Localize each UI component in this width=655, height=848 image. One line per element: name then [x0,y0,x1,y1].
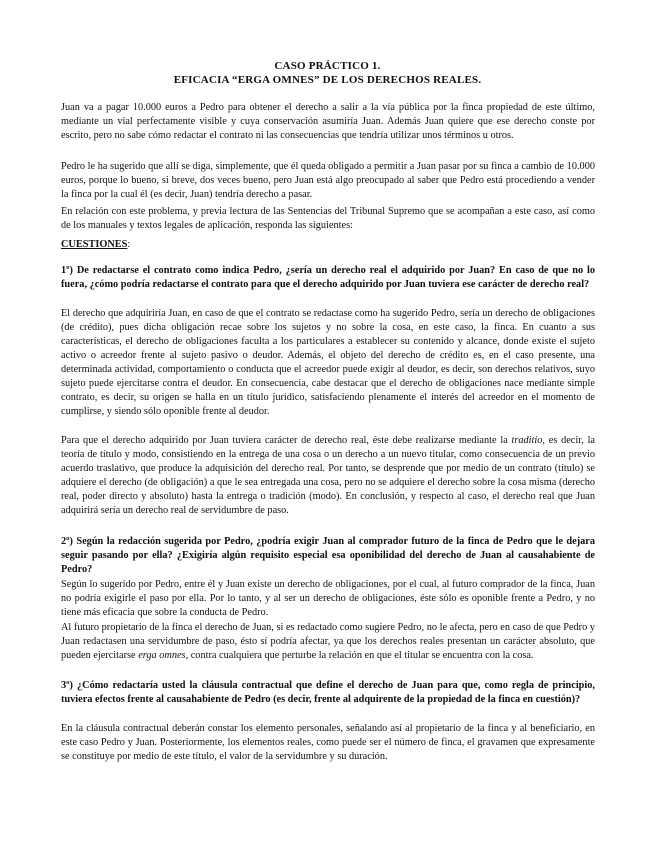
intro-paragraph-3: En relación con este problema, y previa lectura de las Sentencias del Tribunal Supremo que se acompañan a este caso, así como de los manuales y textos legales de aplicación, responda las siguientes: [61,206,595,231]
cuestiones-label: CUESTIONES [61,239,128,250]
answer-2-paragraph-1: Según lo sugerido por Pedro, entre él y Juan existe un derecho de obligaciones, por el cual, al futuro comprador de la finca, Juan no podría exigirle el paso por ella. Por lo tanto, y al ser un derecho de obligaciones, éste sólo es oponible frente a Pedro, y no tiene más eficacia que sobre la conducta de Pedro. [61,579,595,618]
answer-2-paragraph-2 [61,621,595,663]
document-title: CASO PRÁCTICO 1. [274,60,381,72]
answer-2-term-erga-omnes: erga omnes [138,650,186,661]
document-subtitle: EFICACIA “ERGA OMNES” DE LOS DERECHOS REALES. [173,74,482,86]
question-2: 2º) Según la redacción sugerida por Pedro, ¿podría exigir Juan al comprador futuro de la finca de Pedro que le dejara seguir pasando por ella? ¿Exigiría algún requisito especial esa oponibilidad del derecho de Juan al causahabiente de Pedro? [61,536,595,575]
question-1: 1º) De redactarse el contrato como indica Pedro, ¿sería un derecho real el adquirido por Juan? En caso de que no lo fuera, ¿cómo podría redactarse el contrato para que el derecho adquirido por Juan tuviera ese carácter de derecho real? [61,265,595,290]
intro-paragraph-1: Juan va a pagar 10.000 euros a Pedro para obtener el derecho a salir a la vía pública por la finca propiedad de este último, mediante un vial perfectamente visible y cuya conservación asumiría Juan. Además Juan quiere que ese derecho conste por escrito, pero no sabe cómo redactar el contrato ni las consecuencias que tendría utilizar unos términos u otros. [61,102,595,141]
cuestiones-colon: : [127,239,131,250]
answer-1-term-traditio: traditio [511,435,543,446]
answer-2-text-a: Al futuro propietario de la finca el derecho de Juan, si es redactado como sugiere Pedro, no le afecta, pero en caso de que Pedro y Juan redactasen una servidumbre de paso, ésto sí podría afectar, ya que los derechos reales presentan un carácter absoluto, que pueden ejercitarse [61,622,595,661]
answer-1-paragraph-2 [61,434,595,518]
answer-1-text-a: Para que el derecho adquirido por Juan tuviera carácter de derecho real, éste debe realizarse mediante la [61,435,512,446]
cuestiones-heading [61,238,595,252]
intro-paragraph-2: Pedro le ha sugerido que allí se diga, simplemente, que él queda obligado a permitir a Juan pasar por su finca a cambio de 10.000 euros, porque lo bueno, si breve, dos veces bueno, pero Juan está algo preocupado al saber que Pedro está procediendo a vender la finca por la cual él (es decir, Juan) tendría derecho a pasar. [61,161,595,200]
answer-3-paragraph-1: En la cláusula contractual deberán constar los elemento personales, señalando así al propietario de la finca y al beneficiario, en este caso Pedro y Juan. Posteriormente, los elementos reales, como puede ser el número de finca, el gravamen que expresamente se constituye por medio de este título, el valor de la servidumbre y su duración. [61,723,595,762]
answer-1-text-b: , es decir, la teoría de título y modo, consistiendo en la entrega de una cosa o un derecho a un nuevo titular, como consecuencia de un previo acuerdo traslativo, que produce la adquisición del derecho real. Por tanto, se desprende que por medio de un contrato (título) se adquiere el derecho (de obligación) a que le sea entregada una cosa, pero no se adquiere el derecho sobre la cosa misma (derecho real, poder directo y absoluto) hasta la entrega o tradición (modo). En conclusión, y respecto al caso, el derecho real que Juan adquirirá sería un derecho real de servidumbre de paso. [61,435,595,516]
answer-1-paragraph-1: El derecho que adquiriría Juan, en caso de que el contrato se redactase como ha sugerido Pedro, sería un derecho de obligaciones (de crédito), pues dicha obligación recae sobre los sujetos y no sobre la cosa, en este caso, la finca. En cuanto a sus características, el derecho de obligaciones faculta a los particulares a establecer su contenido y alcance, donde existe el sujeto activo o acreedor frente al sujeto pasivo o deudor. Además, el objeto del derecho de crédito es, en el caso presente, una determinada actividad, comportamiento o conducta que el acreedor puede exigir al deudor, es decir, son derechos relativos, suyo sujeto puede ejercitarse contra el deudor. En consecuencia, cabe destacar que el derecho de obligaciones nace mediante simple contrato, es decir, su origen se halla en un título jurídico, satisfaciendo plenamente el interés del acreedor en el momento de cumplirse, y siendo sólo oponible frente al deudor. [61,308,595,417]
question-3: 3º) ¿Cómo redactaría usted la cláusula contractual que define el derecho de Juan para que, como regla de principio, tuviera efectos frente al causahabiente de Pedro (es decir, frente al adquirente de la propiedad de la finca en cuestión)? [61,680,595,705]
answer-2-text-b: , contra cualquiera que perturbe la relación en que el titular se encuentra con la cosa. [185,650,534,661]
